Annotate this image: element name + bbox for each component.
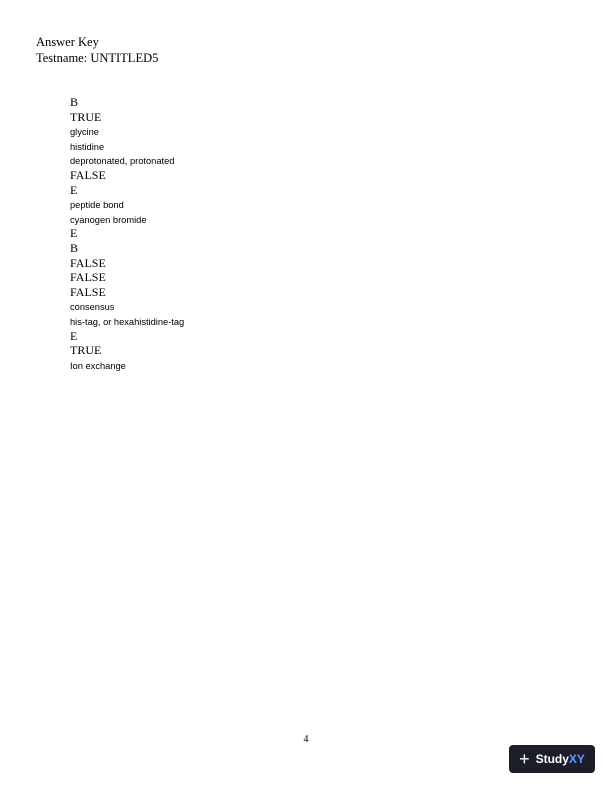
answer-row [0, 168, 400, 183]
answer-row [0, 124, 400, 139]
answer-text: B [70, 95, 79, 109]
page-number: 4 [303, 734, 309, 745]
answer-text: Ion exchange [70, 360, 126, 371]
answer-row [0, 270, 400, 285]
header-title: Answer Key [36, 35, 99, 49]
answer-text: glycine [70, 127, 99, 138]
answer-text: peptide bond [70, 200, 124, 211]
answer-row [0, 95, 400, 110]
answer-text: his-tag, or hexahistidine-tag [70, 316, 185, 327]
answer-row [0, 212, 400, 227]
answer-text: B [70, 240, 79, 255]
badge-text-main: Study [535, 752, 569, 766]
answer-row [0, 358, 400, 373]
answer-text: E [70, 226, 78, 241]
answer-text: deprotonated, protonated [70, 156, 175, 167]
answer-text: E [70, 182, 78, 197]
answer-text: E [70, 328, 78, 343]
plus-icon: + [519, 749, 530, 769]
answer-row [0, 329, 400, 344]
answer-row [0, 226, 400, 241]
answer-text: TRUE [70, 343, 102, 358]
answer-row [0, 299, 400, 314]
answer-row [0, 183, 400, 198]
answer-text: FALSE [70, 255, 106, 270]
answer-text: FALSE [70, 167, 106, 182]
answer-row [0, 197, 400, 212]
document-header [36, 34, 158, 66]
studyxy-badge[interactable] [509, 745, 595, 773]
answer-list [0, 95, 400, 372]
answer-row [0, 153, 400, 168]
answer-text: cyanogen bromide [70, 214, 147, 225]
header-testname: Testname: UNTITLED5 [36, 51, 159, 65]
answer-text: consensus [70, 302, 115, 313]
answer-text: histidine [70, 141, 105, 152]
answer-text: FALSE [70, 270, 106, 285]
answer-row [0, 110, 400, 125]
answer-row [0, 241, 400, 256]
answer-row [0, 139, 400, 154]
badge-text-accent: XY [568, 752, 585, 766]
answer-row [0, 314, 400, 329]
answer-text: TRUE [70, 109, 102, 124]
answer-row [0, 343, 400, 358]
answer-row [0, 285, 400, 300]
answer-row [0, 256, 400, 271]
answer-text: FALSE [70, 284, 106, 299]
